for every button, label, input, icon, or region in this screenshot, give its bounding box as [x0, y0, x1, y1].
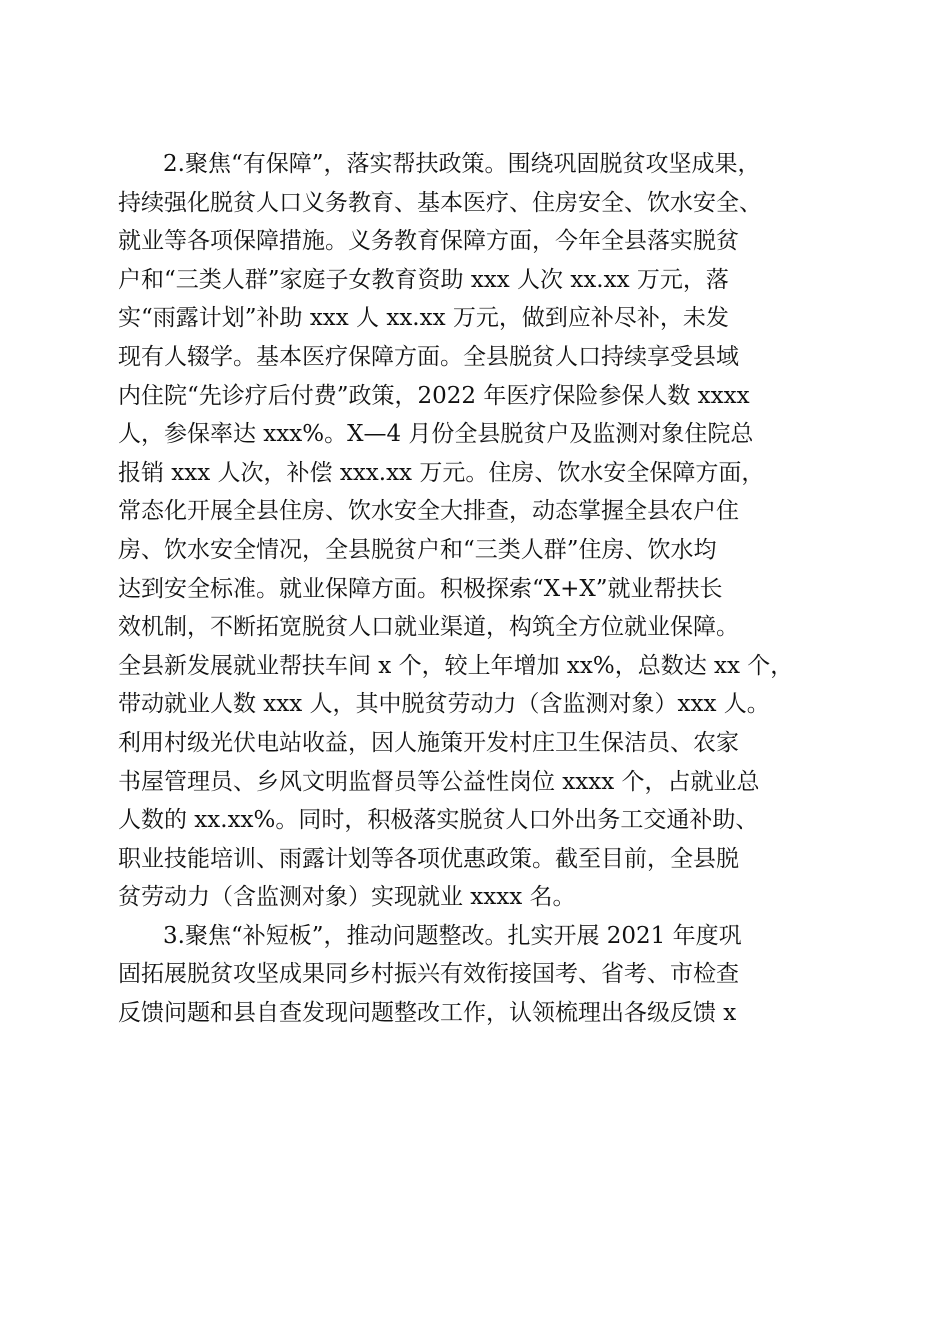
- text-line: 户和“三类人群”家庭子女教育资助 xxx 人次 xx.xx 万元，落: [118, 266, 729, 293]
- text-line: 2.聚焦“有保障”，落实帮扶政策。围绕巩固脱贫攻坚成果，: [163, 151, 761, 177]
- text-line: 就业等各项保障措施。义务教育保障方面，今年全县落实脱贫: [118, 228, 739, 255]
- text-line: 达到安全标准。就业保障方面。积极探索“X+X”就业帮扶长: [118, 575, 723, 602]
- text-line: 人，参保率达 xxx%。X—4 月份全县脱贫户及监测对象住院总: [118, 421, 754, 448]
- text-line: 实“雨露计划”补助 xxx 人 xx.xx 万元，做到应补尽补，未发: [118, 305, 729, 332]
- text-line: 常态化开展全县住房、饮水安全大排查，动态掌握全县农户住: [118, 498, 739, 525]
- text-line: 人数的 xx.xx%。同时，积极落实脱贫人口外出务工交通补助、: [118, 807, 759, 834]
- text-line: 3.聚焦“补短板”，推动问题整改。扎实开展 2021 年度巩: [163, 922, 742, 949]
- text-line: 报销 xxx 人次，补偿 xxx.xx 万元。住房、饮水安全保障方面，: [118, 459, 765, 486]
- document-body: [118, 145, 838, 1033]
- text-line: 职业技能培训、雨露计划等各项优惠政策。截至目前，全县脱: [118, 845, 739, 872]
- text-line: 房、饮水安全情况，全县脱贫户和“三类人群”住房、饮水均: [118, 536, 717, 563]
- text-line: 全县新发展就业帮扶车间 x 个，较上年增加 xx%，总数达 xx 个，: [118, 652, 794, 679]
- paragraph: [118, 145, 838, 917]
- text-line: 持续强化脱贫人口义务教育、基本医疗、住房安全、饮水安全、: [118, 189, 762, 216]
- text-line: 固拓展脱贫攻坚成果同乡村振兴有效衔接国考、省考、市检查: [118, 961, 739, 988]
- text-line: 效机制，不断拓宽脱贫人口就业渠道，构筑全方位就业保障。: [118, 614, 739, 641]
- text-line: 现有人辍学。基本医疗保障方面。全县脱贫人口持续享受县域: [118, 343, 739, 370]
- text-line: 带动就业人数 xxx 人，其中脱贫劳动力（含监测对象）xxx 人。: [118, 691, 770, 718]
- text-line: 内住院“先诊疗后付费”政策，2022 年医疗保险参保人数 xxxx: [118, 382, 750, 409]
- text-line: 书屋管理员、乡风文明监督员等公益性岗位 xxxx 个，占就业总: [118, 768, 760, 795]
- text-line: 利用村级光伏电站收益，因人施策开发村庄卫生保洁员、农家: [118, 729, 739, 756]
- text-line: 贫劳动力（含监测对象）实现就业 xxxx 名。: [118, 884, 576, 911]
- paragraph: [118, 917, 838, 1033]
- text-line: 反馈问题和县自查发现问题整改工作，认领梳理出各级反馈 x: [118, 1000, 737, 1027]
